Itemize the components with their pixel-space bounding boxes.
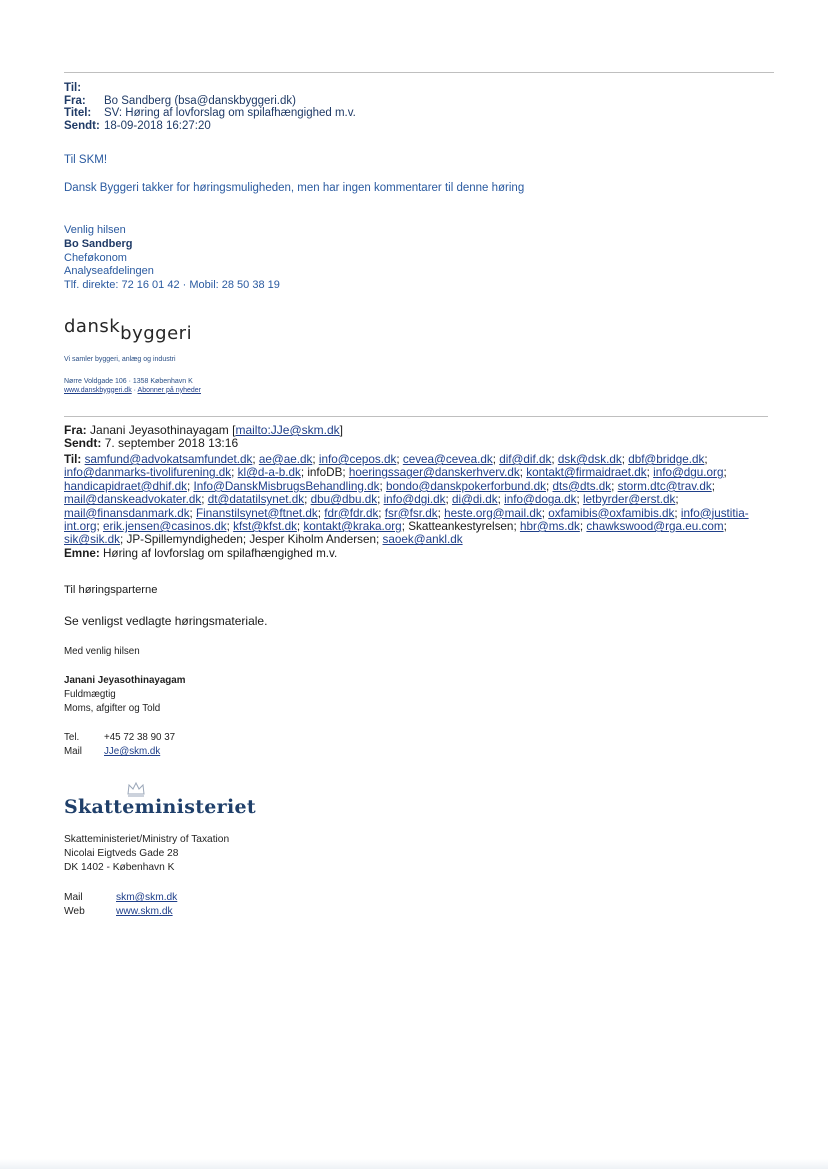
email1-sent-row: Sendt: 18-09-2018 16:27:20 [64,119,211,132]
recipient-33[interactable]: kfst@kfst.dk [233,520,297,534]
recipient-37[interactable]: chawkswood@rga.eu.com [586,520,724,534]
recipient-0[interactable]: samfund@advokatsamfundet.dk [84,453,253,466]
recipient-7[interactable]: info@danmarks-tivolifurening.dk [64,466,232,480]
recipient-14[interactable]: Info@DanskMisbrugsBehandling.dk [193,479,380,493]
recipient-22[interactable]: di@di.dk [451,493,498,507]
email1-header [64,82,356,132]
email2-mailto-link[interactable]: mailto:JJe@skm.dk [235,423,340,437]
recipient-4[interactable]: dif@dif.dk [499,453,552,466]
email1-to-row: Til: [64,82,82,94]
email1-signature [64,224,280,293]
email2-phone: +45 72 38 90 37 [104,732,176,743]
recipient-6[interactable]: dbf@bridge.dk [628,453,705,466]
recipient-27[interactable]: fdr@fdr.dk [324,506,379,520]
recipient-21[interactable]: info@dgi.dk [383,493,446,507]
recipient-16[interactable]: dts@dts.dk [552,479,612,493]
recipient-41[interactable]: saoek@ankl.dk [382,533,463,547]
email1-greeting: Til SKM! [64,154,108,166]
recipient-15[interactable]: bondo@danskpokerforbund.dk [385,479,546,493]
recipient-20[interactable]: dbu@dbu.dk [310,493,378,507]
scan-edge [0,1159,828,1169]
email2-header [64,424,343,451]
skatteministeriet-logo: Skatteministeriet [64,796,256,818]
recipient-19[interactable]: dt@datatilsynet.dk [207,493,305,507]
email1-from-value: Bo Sandberg (bsa@danskbyggeri.dk) [104,94,296,107]
recipient-29[interactable]: heste.org@mail.dk [444,506,542,520]
email1-sender-dept: Analyseafdelingen [64,265,154,278]
email1-from-row: Fra: Bo Sandberg (bsa@danskbyggeri.dk) [64,94,296,107]
recipient-34[interactable]: kontakt@kraka.org [303,520,402,534]
recipient-3[interactable]: cevea@cevea.dk [402,453,493,466]
skm-mail-link[interactable]: skm@skm.dk [116,892,178,903]
recipient-8[interactable]: kl@d-a-b.dk [237,466,301,480]
email1-title-row: Titel: SV: Høring af lovforslag om spilafhængighed m.v. [64,107,356,119]
email2-signature [64,674,185,716]
recipient-18[interactable]: mail@danskeadvokater.dk [64,493,202,507]
email2-sender-name: Janani Jeyasothinayagam [64,675,186,686]
middle-divider [64,416,768,417]
recipient-32[interactable]: erik.jensen@casinos.dk [102,520,227,534]
top-divider [64,72,774,73]
recipient-1[interactable]: ae@ae.dk [258,453,313,466]
email2-from-row: Fra: Janani Jeyasothinayagam [mailto:JJe@skm.dk] [64,423,343,437]
recipient-24[interactable]: letbyrder@erst.dk [582,493,676,507]
email1-sender-role: Cheføkonom [64,251,127,264]
skm-web-link[interactable]: www.skm.dk [116,906,173,917]
recipient-25[interactable]: mail@finansdanmark.dk [64,506,190,520]
recipient-23[interactable]: info@doga.dk [504,493,577,507]
recipient-38[interactable]: sik@sik.dk [64,533,121,547]
email2-subject: Høring af lovforslag om spilafhængighed m.v. [102,546,338,560]
recipient-2[interactable]: info@cepos.dk [318,453,397,466]
dansk-byggeri-website-link[interactable]: www.danskbyggeri.dk [64,386,132,394]
recipient-31[interactable]: info@justitia-int.org [64,506,749,534]
recipient-10[interactable]: hoeringssager@danskerhverv.dk [348,466,520,480]
email1-sign-off: Venlig hilsen [64,224,126,236]
recipient-39: JP-Spillemyndigheden [126,533,243,547]
skm-contact: Mail skm@skm.dk Web www.skm.dk [64,892,178,917]
recipient-28[interactable]: fsr@fsr.dk [384,506,438,520]
email2-contact: Tel. +45 72 38 90 37 Mail JJe@skm.dk [64,732,176,757]
dansk-byggeri-tagline: Vi samler byggeri, anlæg og industri [64,356,176,363]
email2-sent-row: Sendt: 7. september 2018 13:16 [64,436,239,451]
recipient-30[interactable]: oxfamibis@oxfamibis.dk [548,506,675,520]
email2-recipients: Til: samfund@advokatsamfundet.dk; ae@ae.dk; info@cepos.dk; cevea@cevea.dk; dif@dif.dk; dsk@dsk.dk; dbf@bridge.dk; info@danmarks-tivolifurening.dk; kl@d-a-b.dk; infoDB; hoeringssager@danskerhverv.dk; kontakt@firmaidraet.dk; info@dgu.org; handicapidraet@dhif.dk; Info@DanskMisbrugsBehandling.dk; bondo@danskpokerforbund.dk; dts@dts.dk; storm.dtc@trav.dk; mail@danskeadvokater.dk; dt@datatilsynet.dk; dbu@dbu.dk; info@dgi.dk; di@di.dk; info@doga.dk; letbyrder@erst.dk; mail@finansdanmark.dk; Finanstilsynet@ftnet.dk; fdr@fdr.dk; fsr@fsr.dk; heste.org@mail.dk; oxfamibis@oxfamibis.dk; info@justitia-int.org; erik.jensen@casinos.dk; kfst@kfst.dk; kontakt@kraka.org; Skatteankestyrelsen; hbr@ms.dk; chawkswood@rga.eu.com; sik@sik.dk; JP-Spillemyndigheden; Jesper Kiholm Andersen; saoek@ankl.dk Emne: Høring af lovforslag om spilafhængighed m.v. [64,453,749,560]
dansk-byggeri-address-block: Nørre Voldgade 106 · 1358 København K www.danskbyggeri.dk · Abonner på nyheder [64,378,201,394]
recipient-5[interactable]: dsk@dsk.dk [557,453,622,466]
email2-mail-link[interactable]: JJe@skm.dk [104,746,161,757]
recipient-17[interactable]: storm.dtc@trav.dk [617,479,712,493]
skm-address: Skatteministeriet/Ministry of Taxation Nicolai Eigtveds Gade 28 DK 1402 - København K [64,834,230,873]
email2-greeting: Til høringsparterne [64,584,158,596]
recipient-36[interactable]: hbr@ms.dk [519,520,580,534]
email2-body: Se venligst vedlagte høringsmateriale. [64,614,268,628]
recipient-9: infoDB [307,466,343,480]
email1-title-value: SV: Høring af lovforslag om spilafhængighed m.v. [104,107,356,119]
email1-sender-phone: Tlf. direkte: 72 16 01 42 · Mobil: 28 50 38 19 [64,279,280,292]
email2-sign-off: Med venlig hilsen [64,646,140,657]
recipient-13[interactable]: handicapidraet@dhif.dk [64,479,187,493]
email1-body: Dansk Byggeri takker for høringsmuligheden, men har ingen kommentarer til denne høring [64,182,525,194]
dansk-byggeri-address: Nørre Voldgade 106 · 1358 København K [64,378,193,385]
recipient-40: Jesper Kiholm Andersen [249,533,377,547]
recipient-35: Skatteankestyrelsen [408,520,514,534]
email1-sent-value: 18-09-2018 16:27:20 [104,119,211,132]
recipient-12[interactable]: info@dgu.org [653,466,724,480]
email2-sender-role: Fuldmægtig [64,689,116,700]
dansk-byggeri-logo: danskbyggeri [64,316,193,344]
newsletter-link[interactable]: Abonner på nyheder [137,386,201,394]
email1-sender-name: Bo Sandberg [64,237,133,250]
email2-sender-dept: Moms, afgifter og Told [64,703,161,714]
recipient-list: samfund@advokatsamfundet.dk; ae@ae.dk; info@cepos.dk; cevea@cevea.dk; dif@dif.dk; dsk@dsk.dk; dbf@bridge.dk; info@danmarks-tivolifurening.dk; kl@d-a-b.dk; infoDB; hoeringssager@danskerhverv.dk; kontakt@firmaidraet.dk; info@dgu.org; handicapidraet@dhif.dk; Info@DanskMisbrugsBehandling.dk; bondo@danskpokerforbund.dk; dts@dts.dk; storm.dtc@trav.dk; mail@danskeadvokater.dk; dt@datatilsynet.dk; dbu@dbu.dk; info@dgi.dk; di@di.dk; info@doga.dk; letbyrder@erst.dk; mail@finansdanmark.dk; Finanstilsynet@ftnet.dk; fdr@fdr.dk; fsr@fsr.dk; heste.org@mail.dk; oxfamibis@oxfamibis.dk; info@justitia-int.org; erik.jensen@casinos.dk; kfst@kfst.dk; kontakt@kraka.org; Skatteankestyrelsen; hbr@ms.dk; chawkswood@rga.eu.com; sik@sik.dk; JP-Spillemyndigheden; Jesper Kiholm Andersen; saoek@ankl.dk [64,453,749,547]
recipient-11[interactable]: kontakt@firmaidraet.dk [526,466,647,480]
recipient-26[interactable]: Finanstilsynet@ftnet.dk [196,506,318,520]
